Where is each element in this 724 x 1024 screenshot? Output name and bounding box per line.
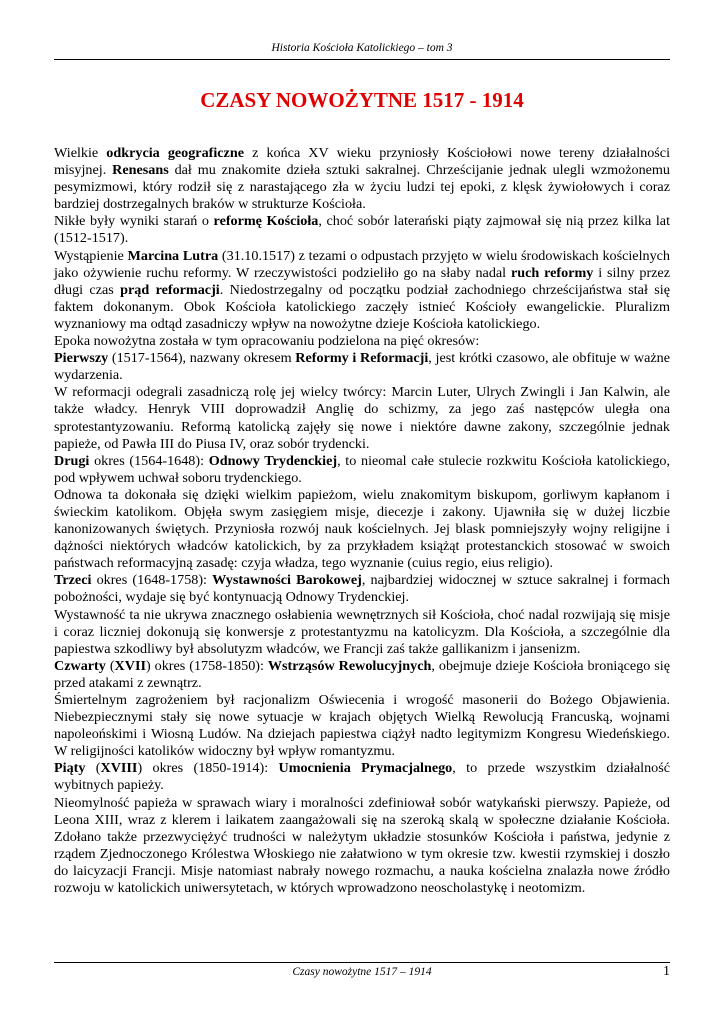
text-run: , jest krótki czasowo, ale obfituje w ważne wydarzenia. xyxy=(54,350,671,384)
paragraph xyxy=(54,333,670,350)
running-header: Historia Kościoła Katolickiego – tom 3 xyxy=(271,42,453,54)
paragraph xyxy=(54,658,670,692)
bold-term: prąd reformacji xyxy=(120,281,220,298)
bold-term: Wystawności Barokowej xyxy=(212,572,362,589)
paragraph xyxy=(54,795,670,898)
bold-term: XVIII xyxy=(100,760,138,777)
text-run: (31.10.1517) z tezami o odpustach przyjęto w wielu środowiskach kościelnych jako ożywienie ruchu reformy. W rzeczywistości podzieliło go na słaby nadal xyxy=(54,247,671,281)
bold-term: Umocnienia Prymacjalnego xyxy=(278,760,453,777)
bold-term: ruch reformy xyxy=(510,264,594,281)
text-run: , to nieomal całe stulecie rozkwitu Kościoła katolickiego, pod wpływem uchwał soboru trydenckiego. xyxy=(54,452,670,486)
text-run: i silny przez długi czas xyxy=(54,264,670,298)
bold-term: Drugi xyxy=(54,452,90,469)
bold-term: Trzeci xyxy=(54,572,92,589)
text-run: , obejmuje dzieje Kościoła broniącego się przed atakami z zewnątrz. xyxy=(54,657,670,691)
text-run: ) okres (1850-1914): xyxy=(137,760,279,777)
text-run: , to przede wszystkim działalność wybitnych papieży. xyxy=(54,760,671,794)
text-run: Śmiertelnym zagrożeniem był racjonalizm Oświecenia i wrogość masonerii do Bożego Objawienia. Niebezpiecznymi stały się nowe sytuacje w krajach objętych Wielką Rewolucją Francuską, wojnami napoleońskimi i Wiosną Ludów. Na dziejach papiestwa ciążył nadto legitymizm Kongresu Wiedeńskiego. W religijności katolików widoczny był wpływ romantyzmu. xyxy=(54,692,670,760)
text-run: Wystawność ta nie ukrywa znacznego osłabienia wewnętrznych sił Kościoła, choć nadal rozwijają się misje i coraz liczniej dokonują się konwersje z protestantyzmu na katolicyzm. Dla Kościoła, a szczególnie dla papiestwa szkodliwy był absolutyzm władców, we Francji zaś także gallikanizm i jansenizm. xyxy=(54,606,670,657)
bold-term: Marcina Lutra xyxy=(127,247,219,264)
text-run: okres (1564-1648): xyxy=(89,452,209,469)
text-run: (1517-1564), nazwany okresem xyxy=(108,350,296,367)
paragraph xyxy=(54,145,670,213)
bold-term: Czwarty xyxy=(54,657,106,674)
text-run: z końca XV wieku przyniosły Kościołowi nowe tereny działalności misyjnej. xyxy=(54,145,670,179)
paragraph xyxy=(54,384,670,452)
bold-term: odkrycia geograficzne xyxy=(106,145,244,161)
text-run: okres (1648-1758): xyxy=(91,572,213,589)
text-run: Wystąpienie xyxy=(54,247,128,264)
paragraph xyxy=(54,213,670,247)
page-title: CZASY NOWOŻYTNE 1517 - 1914 xyxy=(200,88,524,112)
bold-term: Reformy i Reformacji xyxy=(295,350,429,367)
paragraph xyxy=(54,607,670,658)
text-run: Wielkie xyxy=(54,145,107,161)
running-footer: Czasy nowożytne 1517 – 1914 xyxy=(292,966,432,978)
text-run: Odnowa ta dokonała się dzięki wielkim papieżom, wielu znakomitym biskupom, gorliwym kapłanom i świeckim katolikom. Objęła swym zasięgiem misje, diecezje i zakony. Ujawniła się w dużej liczbie kanonizowanych świętych. Przyniosła rozwój nauk kościelnych. Jej blask pomniejszyły wojny religijne i dążności niektórych władców katolickich, by za przykładem książąt protestanckich stosować w swoich państwach reformacyjną zasadę: czyja władza, tego wyznanie (cuius regio, eius religio). xyxy=(54,486,670,572)
paragraph xyxy=(54,572,670,606)
bold-term: Renesans xyxy=(112,162,169,179)
paragraph xyxy=(54,760,670,794)
bold-term: Wstrząsów Rewolucyjnych xyxy=(267,657,432,674)
paragraph xyxy=(54,248,670,333)
text-run: ( xyxy=(105,657,115,674)
paragraph xyxy=(54,350,670,384)
text-run: Epoka nowożytna została w tym opracowaniu podzielona na pięć okresów: xyxy=(54,333,480,350)
text-run: W reformacji odegrali zasadniczą rolę jej wielcy twórcy: Marcin Luter, Ulrych Zwingli i Jan Kalwin, ale także władcy. Henryk VIII doprowadził Anglię do schizmy, za jego zaś następców uległa ona sprotestantyzowaniu. Reformą katolicką zajęły się nowe i niektóre dawne zakony, szczególnie jednak papieże, od Pawła III do Piusa IV, oraz sobór trydencki. xyxy=(54,384,670,452)
bold-term: Pierwszy xyxy=(54,350,109,367)
bold-term: XVII xyxy=(114,657,146,674)
text-run: . Niedostrzegalny od początku podział zachodniego chrześcijaństwa stał się faktem dokonanym. Obok Kościoła katolickiego zaczęły istnieć Kościoły ewangelickie. Pluralizm wyznaniowy ma odtąd zasadniczy wpływ na nowożytne dzieje Kościoła katolickiego. xyxy=(54,281,670,332)
text-run: Nieomylność papieża w sprawach wiary i moralności zdefiniował sobór watykański pierwszy. Papieże, od Leona XIII, wraz z klerem i laikatem zaangażowali się na szeroką skalą w społeczne działanie Kościoła. Zdołano także przezwyciężyć trudności w należytym układzie stosunków Kościoła i państwa, jedynie z rządem Zjednoczonego Królestwa Włoskiego nie załatwiono w tym okresie tzw. kwestii rzymskiej i doszło do laicyzacji Francji. Misje natomiast nabrały nowego rozmachu, a nauka kościelna znalazła nowe źródło rozwoju w katolickich uniwersytetach, w których wprowadzono neoscholastykę i neotomizm. xyxy=(54,794,670,897)
page-number: 1 xyxy=(663,964,670,979)
bold-term: reformę Kościoła xyxy=(213,213,319,230)
text-run: Nikłe były wyniki starań o xyxy=(54,213,214,230)
paragraph xyxy=(54,487,670,572)
body-text xyxy=(54,145,670,897)
bold-term: Odnowy Trydenckiej xyxy=(208,452,338,469)
text-run: ) okres (1758-1850): xyxy=(145,657,268,674)
text-run: , choć sobór laterański piąty zajmował się nią przez kilka lat (1512-1517). xyxy=(54,213,670,247)
footer-divider xyxy=(54,962,670,963)
paragraph xyxy=(54,692,670,760)
text-run: , najbardziej widocznej w sztuce sakralnej i formach pobożności, wydaje się być kontynuacją Odnowy Trydenckiej. xyxy=(54,572,670,606)
bold-term: Piąty xyxy=(54,760,86,777)
text-run: dał mu znakomite dzieła sztuki sakralnej. Chrześcijanie jednak ulegli wzmożonemu pesymizmowi, który rodził się z narastającego zła w życiu ludzi tej epoki, z klęsk żywiołowych i coraz bardziej dostrzegalnych braków w strukturze Kościoła. xyxy=(54,162,670,213)
header-divider xyxy=(54,59,670,60)
text-run: ( xyxy=(85,760,101,777)
paragraph xyxy=(54,453,670,487)
